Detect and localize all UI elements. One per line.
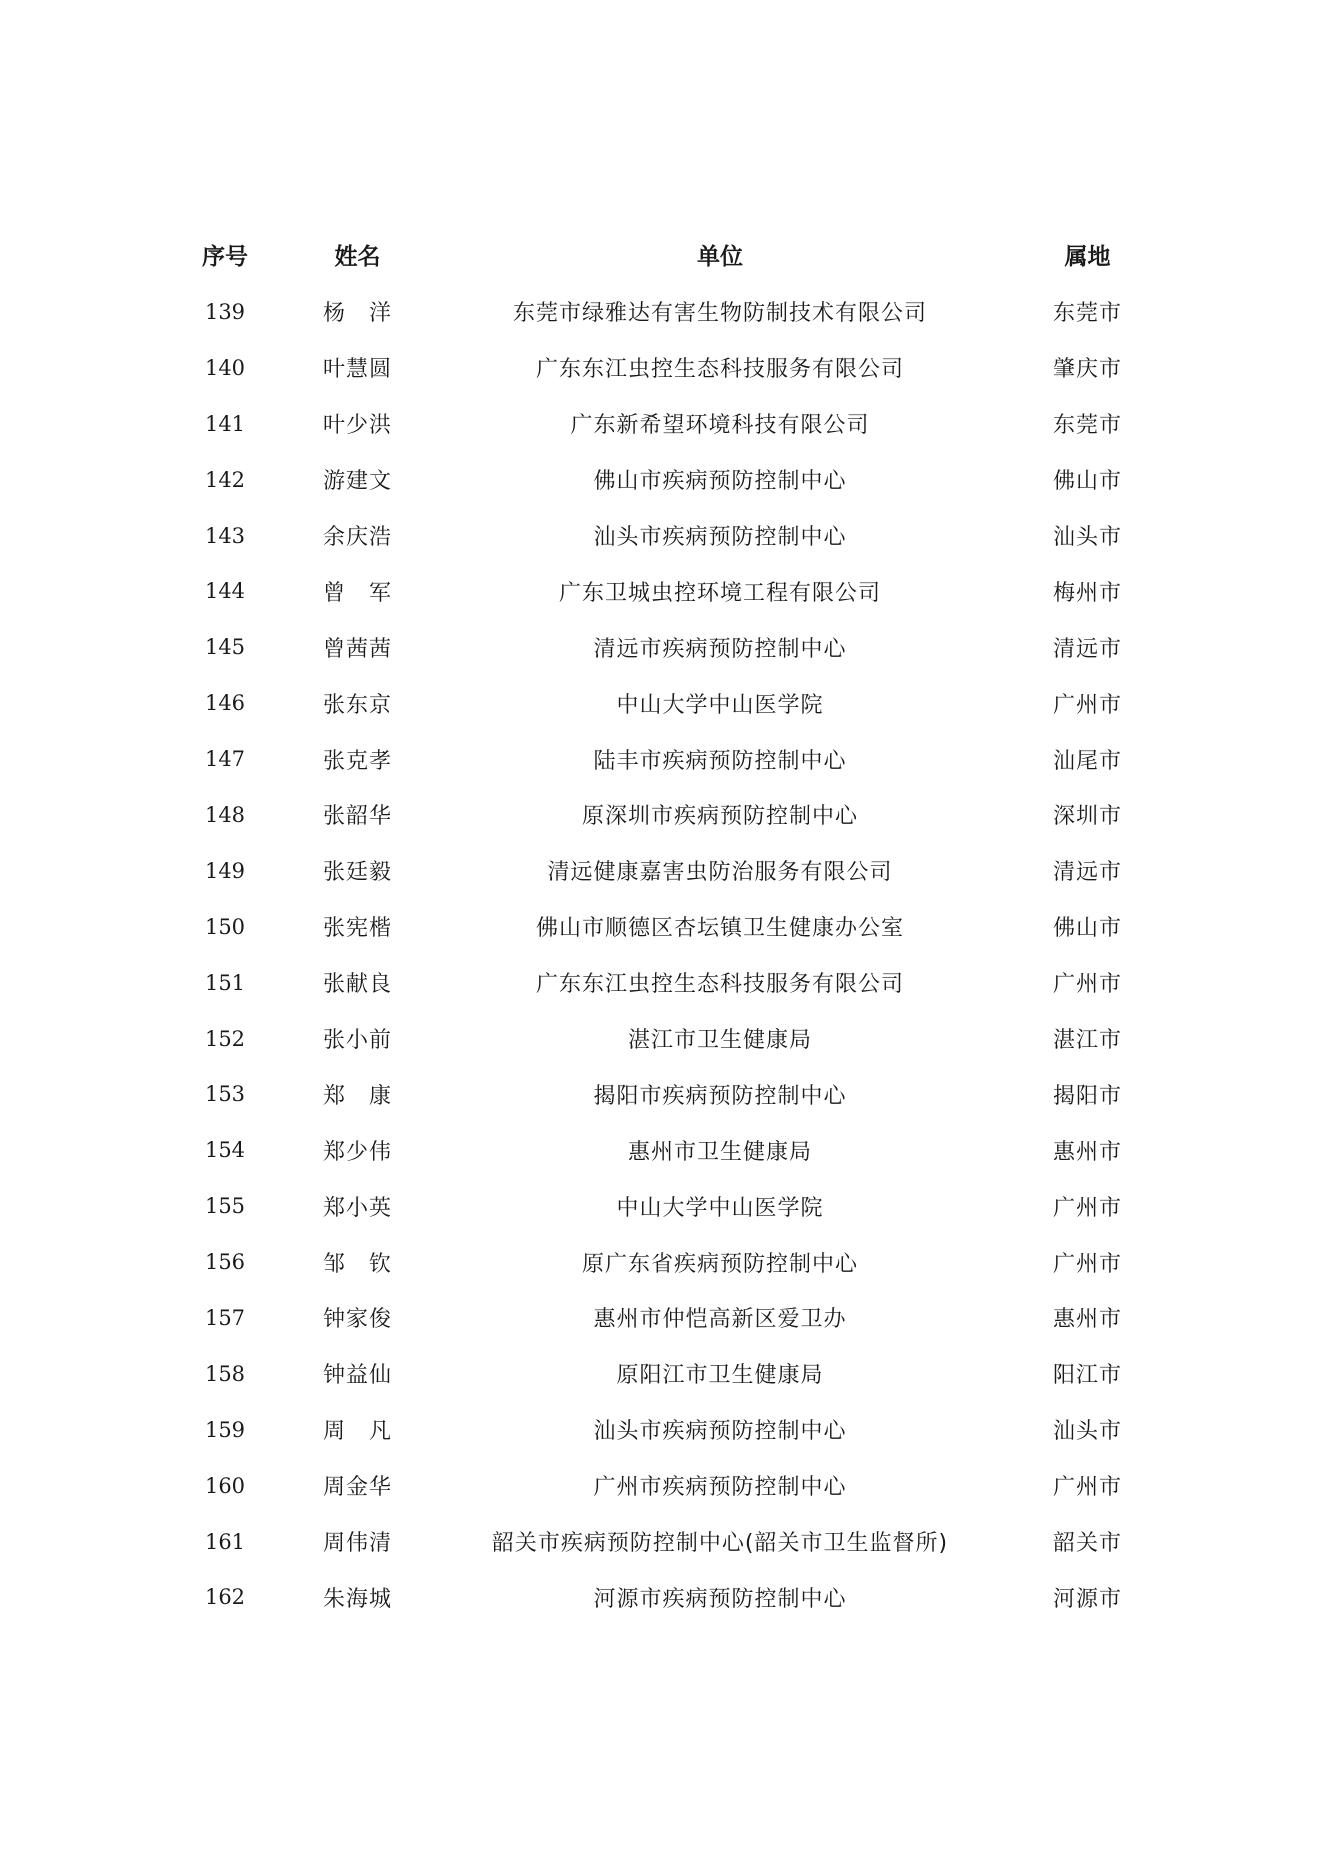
row-name-cell: 钟家俊: [322, 1307, 392, 1333]
table-row: [180, 899, 1180, 955]
row-location-cell: 广州市: [1052, 1195, 1122, 1221]
row-name-cell: 张韶华: [322, 804, 392, 830]
table-row: [180, 1514, 1180, 1570]
row-location-cell: 梅州市: [1052, 580, 1122, 606]
row-seq-cell: 162: [204, 1585, 246, 1610]
row-unit-cell: 原深圳市疾病预防控制中心: [581, 804, 858, 830]
row-location-cell: 韶关市: [1052, 1531, 1122, 1557]
table-row: [180, 1290, 1180, 1346]
row-seq-cell: 155: [204, 1194, 246, 1219]
row-name-cell: 张小前: [322, 1028, 392, 1054]
row-location-cell: 佛山市: [1052, 469, 1122, 495]
row-seq-cell: 150: [204, 914, 246, 939]
table-row: [180, 1402, 1180, 1458]
row-name-cell: 邹 钦: [322, 1251, 392, 1277]
row-unit-cell: 原阳江市卫生健康局: [616, 1363, 824, 1389]
row-name-cell: 钟益仙: [322, 1363, 392, 1389]
row-name-cell: 叶少洪: [322, 413, 392, 439]
row-seq-cell: 152: [204, 1026, 246, 1051]
row-name-cell: 游建文: [322, 469, 392, 495]
row-unit-cell: 广东卫城虫控环境工程有限公司: [558, 580, 881, 606]
row-unit-cell: 韶关市疾病预防控制中心(韶关市卫生监督所): [491, 1531, 949, 1557]
row-seq-cell: 159: [204, 1417, 246, 1442]
row-name-cell: 张东京: [322, 692, 392, 718]
row-unit-cell: 中山大学中山医学院: [616, 1195, 824, 1221]
row-unit-cell: 东莞市绿雅达有害生物防制技术有限公司: [512, 301, 927, 327]
table-row: [180, 675, 1180, 731]
header-unit: 单位: [697, 243, 743, 270]
row-name-cell: 郑少伟: [322, 1139, 392, 1165]
row-location-cell: 广州市: [1052, 1475, 1122, 1501]
row-location-cell: 汕头市: [1052, 1419, 1122, 1445]
table-row: [180, 1346, 1180, 1402]
row-name-cell: 周 凡: [322, 1419, 392, 1445]
header-location: 属地: [1064, 243, 1111, 270]
row-unit-cell: 河源市疾病预防控制中心: [593, 1586, 847, 1612]
row-location-cell: 肇庆市: [1052, 357, 1122, 383]
table-row: [180, 731, 1180, 787]
row-unit-cell: 惠州市仲恺高新区爱卫办: [593, 1307, 847, 1333]
row-name-cell: 余庆浩: [322, 525, 392, 550]
table-row: [180, 1122, 1180, 1178]
table-row: [180, 508, 1180, 564]
row-seq-cell: 145: [204, 635, 246, 660]
row-name-cell: 曾茜茜: [322, 636, 392, 662]
row-seq-cell: 148: [204, 802, 246, 827]
row-location-cell: 广州市: [1052, 692, 1122, 718]
row-seq-cell: 158: [204, 1361, 246, 1386]
row-location-cell: 清远市: [1052, 636, 1122, 662]
row-location-cell: 惠州市: [1052, 1307, 1122, 1333]
table-row: [180, 1458, 1180, 1514]
row-seq-cell: 146: [204, 691, 246, 716]
row-unit-cell: 中山大学中山医学院: [616, 692, 824, 718]
table-row: [180, 843, 1180, 899]
row-name-cell: 周金华: [322, 1475, 392, 1501]
row-unit-cell: 惠州市卫生健康局: [627, 1139, 812, 1165]
row-unit-cell: 揭阳市疾病预防控制中心: [593, 1083, 847, 1109]
table-body: [180, 284, 1180, 1625]
row-name-cell: 张宪楷: [322, 916, 392, 942]
row-location-cell: 汕尾市: [1052, 748, 1122, 774]
row-seq-cell: 140: [204, 355, 246, 380]
row-name-cell: 叶慧圆: [322, 357, 392, 383]
row-name-cell: 张献良: [322, 972, 392, 998]
row-seq-cell: 153: [204, 1082, 246, 1107]
table-header: [180, 224, 1180, 284]
row-name-cell: 郑小英: [322, 1195, 392, 1221]
row-seq-cell: 141: [204, 411, 246, 436]
row-location-cell: 清远市: [1052, 860, 1122, 886]
row-seq-cell: 139: [204, 299, 246, 324]
row-location-cell: 东莞市: [1052, 301, 1122, 327]
row-location-cell: 惠州市: [1052, 1139, 1122, 1165]
row-seq-cell: 149: [204, 858, 246, 883]
row-seq-cell: 143: [204, 523, 246, 548]
row-unit-cell: 广东东江虫控生态科技服务有限公司: [535, 357, 904, 383]
row-seq-cell: 142: [204, 467, 246, 492]
table-row: [180, 1569, 1180, 1625]
table-row: [180, 619, 1180, 675]
row-name-cell: 朱海城: [322, 1586, 392, 1612]
row-seq-cell: 154: [204, 1138, 246, 1163]
row-location-cell: 广州市: [1052, 972, 1122, 998]
row-unit-cell: 陆丰市疾病预防控制中心: [593, 748, 847, 774]
table-row: [180, 1066, 1180, 1122]
row-unit-cell: 清远市疾病预防控制中心: [593, 636, 847, 662]
row-name-cell: 张廷毅: [322, 860, 392, 886]
row-unit-cell: 佛山市顺德区杏坛镇卫生健康办公室: [535, 916, 904, 942]
table-row: [180, 284, 1180, 340]
table-row: [180, 563, 1180, 619]
header-seq: 序号: [202, 243, 248, 270]
row-location-cell: 汕头市: [1052, 525, 1122, 550]
table-row: [180, 955, 1180, 1011]
personnel-table: [180, 224, 1180, 1625]
row-unit-cell: 佛山市疾病预防控制中心: [593, 469, 847, 495]
table-row: [180, 1178, 1180, 1234]
row-location-cell: 湛江市: [1052, 1028, 1122, 1054]
row-name-cell: 杨 洋: [322, 301, 392, 327]
header-name: 姓名: [334, 243, 381, 270]
row-unit-cell: 原广东省疾病预防控制中心: [581, 1251, 858, 1277]
row-seq-cell: 147: [204, 747, 246, 772]
row-unit-cell: 汕头市疾病预防控制中心: [593, 525, 847, 550]
row-location-cell: 河源市: [1052, 1586, 1122, 1612]
table-row: [180, 787, 1180, 843]
row-seq-cell: 151: [204, 970, 246, 995]
row-unit-cell: 广州市疾病预防控制中心: [593, 1475, 847, 1501]
table-row: [180, 1234, 1180, 1290]
row-name-cell: 郑 康: [322, 1083, 392, 1109]
table-row: [180, 340, 1180, 396]
row-unit-cell: 清远健康嘉害虫防治服务有限公司: [547, 860, 893, 886]
row-name-cell: 曾 军: [322, 580, 392, 606]
row-location-cell: 揭阳市: [1052, 1083, 1122, 1109]
row-unit-cell: 湛江市卫生健康局: [627, 1028, 812, 1054]
row-unit-cell: 汕头市疾病预防控制中心: [593, 1419, 847, 1445]
table-row: [180, 396, 1180, 452]
row-location-cell: 阳江市: [1052, 1363, 1122, 1389]
row-seq-cell: 161: [204, 1529, 246, 1554]
row-location-cell: 深圳市: [1052, 804, 1122, 830]
row-name-cell: 周伟清: [322, 1531, 392, 1557]
row-seq-cell: 144: [204, 579, 246, 604]
row-location-cell: 佛山市: [1052, 916, 1122, 942]
row-seq-cell: 156: [204, 1250, 246, 1275]
row-location-cell: 东莞市: [1052, 413, 1122, 439]
row-unit-cell: 广东新希望环境科技有限公司: [570, 413, 870, 439]
row-name-cell: 张克孝: [322, 748, 392, 774]
header-row: [180, 224, 1180, 284]
row-unit-cell: 广东东江虫控生态科技服务有限公司: [535, 972, 904, 998]
row-seq-cell: 160: [204, 1473, 246, 1498]
row-location-cell: 广州市: [1052, 1251, 1122, 1277]
table-row: [180, 452, 1180, 508]
row-seq-cell: 157: [204, 1305, 246, 1330]
table-row: [180, 1011, 1180, 1067]
